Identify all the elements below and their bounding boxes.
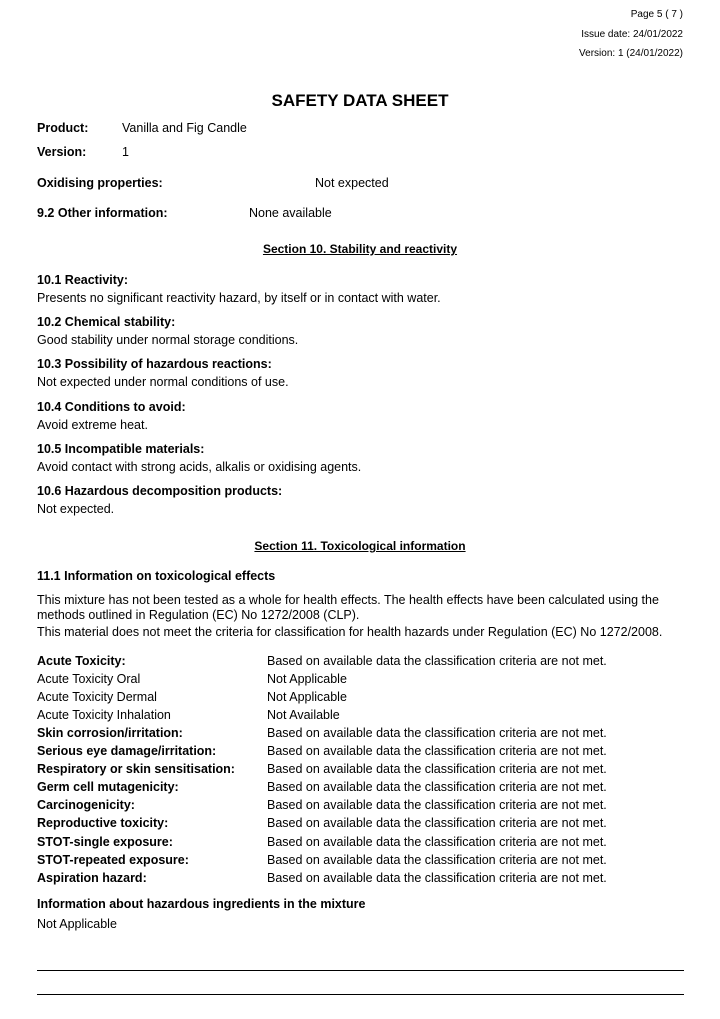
- oxidising-value: Not expected: [315, 176, 389, 190]
- tox-row-value: Based on available data the classification criteria are not met.: [267, 816, 607, 830]
- hazardous-reactions-title: 10.3 Possibility of hazardous reactions:: [37, 357, 272, 371]
- toxicological-paragraph: This mixture has not been tested as a whole for health effects. The health effects have been calculated using the methods outlined in Regulation (EC) No 1272/2008 (CLP).: [37, 593, 659, 622]
- other-info-label: 9.2 Other information:: [37, 206, 168, 220]
- product-label: Product:: [37, 121, 89, 135]
- version-label: Version:: [37, 145, 87, 159]
- tox-row-label: Acute Toxicity:: [37, 654, 126, 668]
- hazardous-ingredients-text: Not Applicable: [37, 917, 117, 931]
- version-info: Version: 1 (24/01/2022): [579, 48, 683, 59]
- tox-row-label: Respiratory or skin sensitisation:: [37, 762, 235, 776]
- toxicological-effects-title: 11.1 Information on toxicological effects: [37, 569, 276, 583]
- stability-text: Good stability under normal storage conditions.: [37, 333, 299, 347]
- tox-row-value: Based on available data the classification criteria are not met.: [267, 835, 607, 849]
- tox-row-label: Acute Toxicity Dermal: [37, 690, 157, 704]
- version-value: 1: [122, 145, 129, 159]
- conditions-avoid-title: 10.4 Conditions to avoid:: [37, 400, 186, 414]
- issue-date: Issue date: 24/01/2022: [581, 29, 683, 40]
- tox-row-value: Not Applicable: [267, 690, 347, 704]
- tox-row-label: Reproductive toxicity:: [37, 816, 169, 830]
- conditions-avoid-text: Avoid extreme heat.: [37, 418, 148, 432]
- section-11-heading: Section 11. Toxicological information: [254, 539, 466, 553]
- tox-row-value: Based on available data the classification criteria are not met.: [267, 726, 607, 740]
- tox-row-label: Serious eye damage/irritation:: [37, 744, 217, 758]
- tox-row-value: Based on available data the classification criteria are not met.: [267, 780, 607, 794]
- tox-row-value: Not Applicable: [267, 672, 347, 686]
- tox-row-value: Based on available data the classification criteria are not met.: [267, 762, 607, 776]
- incompatible-text: Avoid contact with strong acids, alkalis or oxidising agents.: [37, 460, 362, 474]
- tox-row-label: Germ cell mutagenicity:: [37, 780, 179, 794]
- tox-row-value: Based on available data the classification criteria are not met.: [267, 798, 607, 812]
- page-number: Page 5 ( 7 ): [630, 9, 683, 20]
- classification-paragraph: This material does not meet the criteria for classification for health hazards under Regulation (EC) No 1272/2008.: [37, 625, 663, 639]
- tox-row-label: Acute Toxicity Oral: [37, 672, 141, 686]
- decomposition-text: Not expected.: [37, 502, 115, 516]
- tox-row-label: STOT-single exposure:: [37, 835, 173, 849]
- decomposition-title: 10.6 Hazardous decomposition products:: [37, 484, 283, 498]
- footer-rule-top: [37, 970, 684, 971]
- section-10-heading: Section 10. Stability and reactivity: [262, 242, 458, 256]
- tox-row-label: STOT-repeated exposure:: [37, 853, 189, 867]
- hazardous-ingredients-title: Information about hazardous ingredients in the mixture: [37, 897, 366, 911]
- tox-row-label: Acute Toxicity Inhalation: [37, 708, 171, 722]
- tox-row-value: Based on available data the classification criteria are not met.: [267, 853, 607, 867]
- tox-row-label: Carcinogenicity:: [37, 798, 135, 812]
- tox-row-value: Based on available data the classification criteria are not met.: [267, 871, 607, 885]
- hazardous-reactions-text: Not expected under normal conditions of use.: [37, 375, 289, 389]
- stability-title: 10.2 Chemical stability:: [37, 315, 176, 329]
- incompatible-title: 10.5 Incompatible materials:: [37, 442, 205, 456]
- footer-rule-bottom: [37, 994, 684, 995]
- reactivity-text: Presents no significant reactivity hazard, by itself or in contact with water.: [37, 291, 441, 305]
- other-info-value: None available: [249, 206, 332, 220]
- product-value: Vanilla and Fig Candle: [122, 121, 247, 135]
- tox-row-label: Skin corrosion/irritation:: [37, 726, 183, 740]
- tox-row-label: Aspiration hazard:: [37, 871, 147, 885]
- reactivity-title: 10.1 Reactivity:: [37, 273, 129, 287]
- tox-row-value: Based on available data the classification criteria are not met.: [267, 744, 607, 758]
- tox-row-value: Based on available data the classification criteria are not met.: [267, 654, 607, 668]
- document-title: SAFETY DATA SHEET: [271, 91, 449, 110]
- tox-row-value: Not Available: [267, 708, 340, 722]
- oxidising-label: Oxidising properties:: [37, 176, 163, 190]
